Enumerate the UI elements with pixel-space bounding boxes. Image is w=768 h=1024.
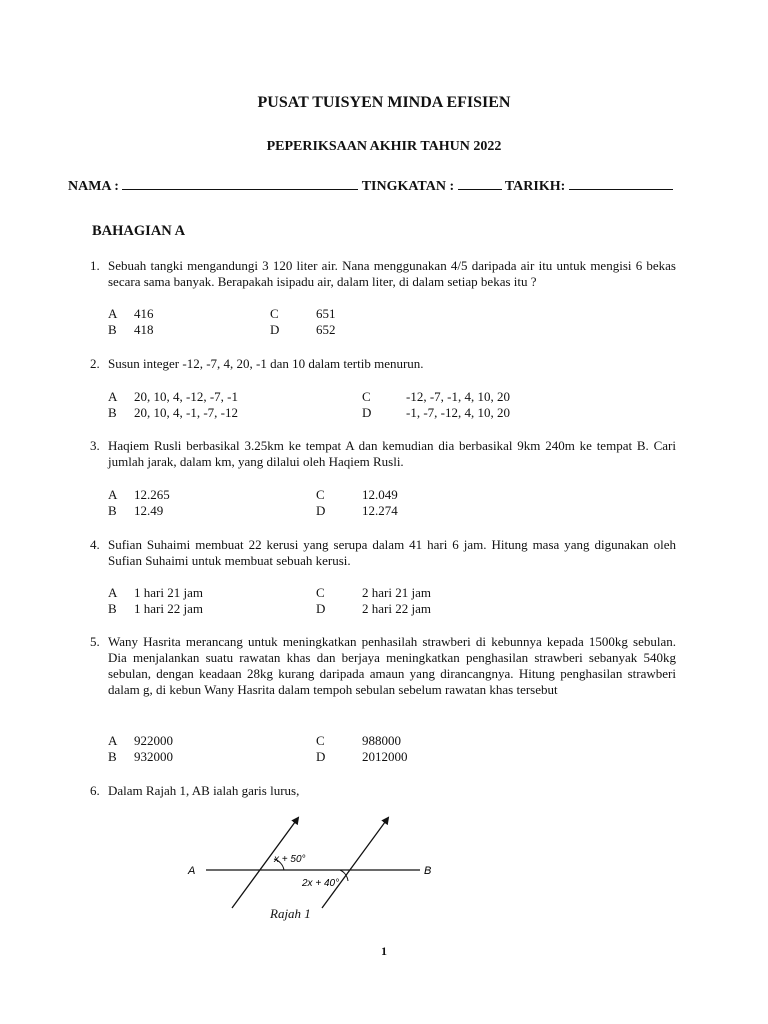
option-value: 418: [134, 322, 154, 337]
option-value: 988000: [362, 733, 401, 748]
question-text: Dalam Rajah 1, AB ialah garis lurus,: [108, 783, 300, 798]
question-text: Sebuah tangki mengandungi 3 120 liter air. Nana menggunakan 4/5 daripada air itu untuk mengisi 6 bekas secara sama banyak. Berapakah isipadu air, dalam liter, di dalam setiap bekas itu ?: [108, 258, 676, 289]
question-number: 1.: [90, 258, 100, 273]
question-number: 6.: [90, 783, 100, 798]
question-number: 4.: [90, 537, 100, 552]
option-value: 416: [134, 306, 154, 321]
option-value: 1 hari 21 jam: [134, 585, 203, 600]
option-label: C: [270, 306, 279, 321]
school-title: PUSAT TUISYEN MINDA EFISIEN: [257, 94, 511, 111]
option-label: A: [108, 585, 118, 600]
option-value: -1, -7, -12, 4, 10, 20: [406, 405, 510, 420]
tingkatan-blank: [458, 177, 502, 190]
option-label: D: [316, 503, 326, 518]
exam-title: PEPERIKSAAN AKHIR TAHUN 2022: [266, 139, 502, 154]
tarikh-blank: [569, 177, 673, 190]
option-value: 12.49: [134, 503, 164, 518]
figure-caption: Rajah 1: [270, 906, 311, 921]
page-number: 1: [381, 944, 387, 958]
option-label: D: [316, 749, 326, 764]
question-text: Susun integer -12, -7, 4, 20, -1 dan 10 dalam tertib menurun.: [108, 356, 424, 371]
student-info-line: [68, 177, 708, 195]
option-value: 652: [316, 322, 336, 337]
option-label: D: [316, 601, 326, 616]
point-a-label: A: [188, 865, 196, 877]
question-3: [90, 438, 676, 470]
question-text: Wany Hasrita merancang untuk meningkatkan penhasilah strawberi di kebunnya kepada 1500kg sebulan. Dia menjalankan suatu rawatan khas dan berjaya meningkatkan penghasilan strawberi sebanyak 540kg sebulan, dengan keadaan 28kg kurang daripada amaun yang dirancangnya. Hitung penghasilan strawberi dalam g, di kebun Wany Hasrita dalam tempoh sebulan sebelum rawatan khas tersebut: [108, 634, 676, 697]
question-1: [90, 258, 676, 290]
nama-blank: [122, 177, 358, 190]
option-value: 2012000: [362, 749, 408, 764]
question-number: 5.: [90, 634, 100, 649]
tingkatan-label: TINGKATAN :: [361, 179, 455, 194]
option-label: C: [316, 585, 325, 600]
parallel-lines-figure: [180, 812, 448, 912]
option-label: D: [362, 405, 372, 420]
option-value: 20, 10, 4, -1, -7, -12: [134, 405, 238, 420]
option-value: 651: [316, 306, 336, 321]
question-5: [90, 634, 676, 698]
point-b-label: B: [424, 865, 432, 877]
option-value: 12.265: [134, 487, 170, 502]
question-4: [90, 537, 676, 569]
option-value: 932000: [134, 749, 173, 764]
option-value: 20, 10, 4, -12, -7, -1: [134, 389, 238, 404]
question-6: [90, 783, 676, 799]
option-value: 1 hari 22 jam: [134, 601, 203, 616]
question-number: 2.: [90, 356, 100, 371]
angle-label-2: 2x + 40°: [302, 878, 340, 889]
option-label: B: [108, 405, 117, 420]
option-label: A: [108, 306, 118, 321]
option-value: -12, -7, -1, 4, 10, 20: [406, 389, 510, 404]
option-value: 922000: [134, 733, 173, 748]
option-label: A: [108, 733, 118, 748]
option-value: 12.049: [362, 487, 398, 502]
question-2: [90, 356, 676, 372]
section-heading: BAHAGIAN A: [92, 223, 186, 239]
option-value: 2 hari 21 jam: [362, 585, 431, 600]
question-text: Sufian Suhaimi membuat 22 kerusi yang serupa dalam 41 hari 6 jam. Hitung masa yang digunakan oleh Sufian Suhaimi untuk membuat sebuah kerusi.: [108, 537, 676, 568]
question-text: Haqiem Rusli berbasikal 3.25km ke tempat A dan kemudian dia berbasikal 9km 240m ke tempat B. Cari jumlah jarak, dalam km, yang dilalui oleh Haqiem Rusli.: [108, 438, 676, 469]
option-label: B: [108, 503, 117, 518]
option-label: C: [316, 733, 325, 748]
nama-label: NAMA :: [68, 179, 119, 194]
option-label: B: [108, 749, 117, 764]
angle-arc-2: [340, 870, 348, 881]
angle-label-1: x + 50°: [274, 854, 306, 865]
transversal-right: [322, 818, 388, 908]
option-label: B: [108, 601, 117, 616]
option-label: D: [270, 322, 280, 337]
option-label: B: [108, 322, 117, 337]
option-label: C: [362, 389, 371, 404]
tarikh-label: TARIKH:: [504, 179, 566, 194]
option-label: A: [108, 487, 118, 502]
question-number: 3.: [90, 438, 100, 453]
option-label: A: [108, 389, 118, 404]
option-value: 12.274: [362, 503, 398, 518]
option-value: 2 hari 22 jam: [362, 601, 431, 616]
option-label: C: [316, 487, 325, 502]
